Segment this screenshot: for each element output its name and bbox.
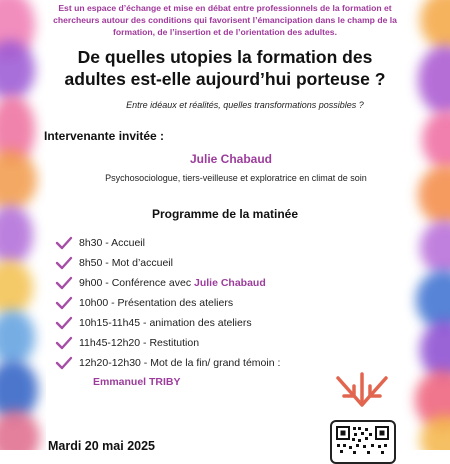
flyer-content <box>40 0 410 453</box>
check-icon <box>55 296 73 310</box>
speaker-label: Intervenante invitée : <box>44 129 165 143</box>
highlight-speaker: Julie Chabaud <box>194 277 266 289</box>
check-icon <box>55 336 73 350</box>
programme-item: 10h15-11h45 - animation des ateliers <box>55 313 410 333</box>
event-date: Mardi 20 mai 2025 <box>48 439 156 453</box>
arrow-down-icon <box>332 372 392 416</box>
speaker-name: Julie Chabaud <box>189 152 272 166</box>
witness-name: Emmanuel TRIBY <box>93 376 181 388</box>
check-icon <box>55 276 73 290</box>
programme-item: 11h45-12h20 - Restitution <box>55 333 410 353</box>
intro-text: Est un espace d’échange et mise en débat entre professionnels de la formation et chercheurs autour des conditions qui favorisent l’émancipation dans le champ de la formation, de l’insertion et de l’orientation des adultes. <box>53 3 397 37</box>
subtitle: Entre idéaux et réalités, quelles transformations possibles ? <box>126 100 364 110</box>
speaker-role: Psychosociologue, tiers-veilleuse et exploratrice en climat de soin <box>105 173 367 183</box>
check-icon <box>55 316 73 330</box>
qr-code[interactable] <box>330 420 396 464</box>
programme-list <box>40 233 410 391</box>
check-icon <box>55 356 73 370</box>
check-icon <box>55 236 73 250</box>
programme-item: 12h20-12h30 - Mot de la fin/ grand témoin : <box>55 353 410 373</box>
programme-item: 8h30 - Accueil <box>55 233 410 253</box>
programme-title: Programme de la matinée <box>151 207 299 221</box>
programme-item: 10h00 - Présentation des ateliers <box>55 293 410 313</box>
programme-item: 8h50 - Mot d’accueil <box>55 253 410 273</box>
check-icon <box>55 256 73 270</box>
programme-item: 9h00 - Conférence avec Julie Chabaud <box>55 273 410 293</box>
main-title: De quelles utopies la formation des adultes est-elle aujourd’hui porteuse ? <box>64 47 386 89</box>
